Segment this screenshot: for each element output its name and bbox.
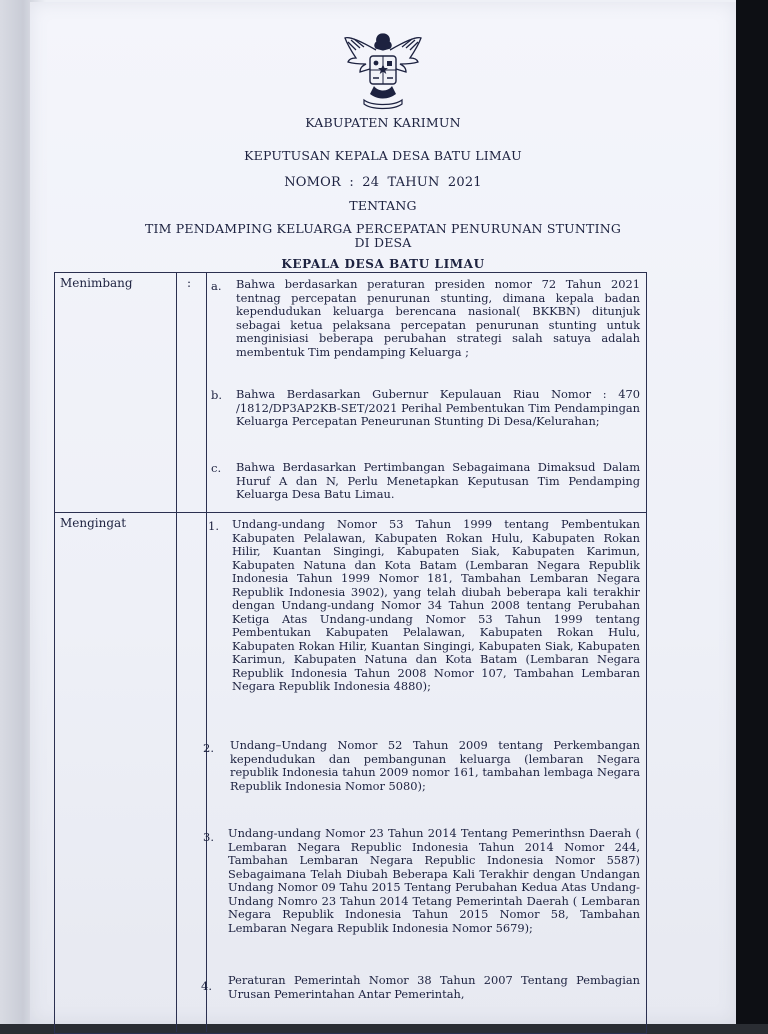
- mengingat-item-1: Undang-undang Nomor 53 Tahun 1999 tentang Pembentukan Kabupaten Pelalawan, Kabupaten Rokan Hulu, Kabupaten Rokan Hilir, Kuantan Singingi, Kabupaten Siak, Kabupaten Karimun, Kabupaten Natuna dan Kota Batam (Lembaran Negara Republik Indonesia Tahun 1999 Nomor 181, Tambahan Lembaran Negara Republik Indonesia 3902), yang telah diubah beberapa kali terakhir dengan Undang-undang Nomor 34 Tahun 2008 tentang Perubahan Ketiga Atas Undang-undang Nomor 53 Tahun 1999 tentang Pembentukan Kabupaten Pelalawan, Kabupaten Rokan Hulu, Kabupaten Rokan Hilir, Kuantan Singingi, Kabupaten Siak, Kabupaten Karimun, Kabupaten Natuna dan Kota Batam (Lembaran Negara Republik Indonesia Tahun 2008 Nomor 107, Tambahan Lembaran Negara Republik Indonesia 4880);: [232, 517, 640, 693]
- mengingat-marker-2: 2.: [203, 741, 214, 755]
- mengingat-item-3: Undang-undang Nomor 23 Tahun 2014 Tentang Pemerinthsn Daerah ( Lembaran Negara Republic Indonesia Tahun 2014 Nomor 244, Tambahan Lembaran Negara Republic Indonesia Nomor 5587) Sebagaimana Telah Diubah Beberapa Kali Terakhir dengan Undangan Undang Nomor 09 Tahu 2015 Tentang Perubahan Kedua Atas Undang- Undang Nomro 23 Tahun 2014 Tetang Pemerintah Daerah ( Lembaran Negara Republik Indonesia Tahun 2015 Nomor 58, Tambahan Lembaran Negara Republik Indonesia Nomor 5679);: [228, 826, 640, 935]
- menimbang-marker-b: b.: [211, 388, 223, 402]
- table-divider-colon: [206, 272, 207, 1032]
- tentang-heading: TENTANG: [349, 198, 417, 213]
- decree-title-line-2: DI DESA: [354, 235, 412, 250]
- mengingat-label: Mengingat: [60, 516, 127, 530]
- menimbang-label: Menimbang: [60, 276, 133, 290]
- menimbang-marker-a: a.: [211, 279, 222, 293]
- mengingat-marker-4: 4.: [201, 979, 212, 993]
- garuda-emblem-icon: [342, 28, 424, 112]
- dark-edge: [736, 0, 768, 1024]
- kepala-desa-heading: KEPALA DESA BATU LIMAU: [281, 257, 485, 271]
- table-divider-label: [176, 272, 177, 1032]
- menimbang-marker-c: c.: [211, 461, 222, 475]
- menimbang-item-b: Bahwa Berdasarkan Gubernur Kepulauan Riau Nomor : 470 /1812/DP3AP2KB-SET/2021 Perihal Pembentukan Tim Pendampingan Keluarga Percepatan Peneurunan Stunting Di Desa/Kelurahan;: [236, 387, 640, 428]
- decree-title-line-1: TIM PENDAMPING KELUARGA PERCEPATAN PENURUNAN STUNTING: [144, 221, 622, 236]
- decree-number: NOMOR : 24 TAHUN 2021: [284, 175, 482, 190]
- mengingat-item-4: Peraturan Pemerintah Nomor 38 Tahun 2007 Tentang Pembagian Urusan Pemerintahan Antar Pemerintah,: [228, 973, 640, 1001]
- table-row-divider: [54, 512, 646, 513]
- menimbang-item-a: Bahwa berdasarkan peraturan presiden nomor 72 Tahun 2021 tentnag percepatan penurunan stunting, dimana kepala badan kependudukan keluarga berencana nasional( BKKBN) ditunjuk sebagai ketua pelaksana percepatan penurunan stunting untuk menginisiasi beberapa perubahan strategi salah satuya adalah membentuk Tim pendamping Keluarga ;: [236, 277, 640, 359]
- menimbang-colon: :: [187, 276, 192, 290]
- kabupaten-title: KABUPATEN KARIMUN: [305, 115, 461, 130]
- menimbang-item-c: Bahwa Berdasarkan Pertimbangan Sebagaimana Dimaksud Dalam Huruf A dan N, Perlu Menetapkan Keputusan Tim Pendamping Keluarga Desa Batu Limau.: [236, 460, 640, 501]
- mengingat-marker-1: 1.: [208, 519, 219, 533]
- keputusan-title: KEPUTUSAN KEPALA DESA BATU LIMAU: [244, 148, 522, 163]
- mengingat-marker-3: 3.: [203, 830, 214, 844]
- document-page: [30, 2, 736, 1024]
- mengingat-item-2: Undang–Undang Nomor 52 Tahun 2009 tentang Perkembangan kependudukan dan pembangunan keluarga (lembaran Negara republik Indonesia tahun 2009 nomor 161, tambahan lembaga Negara Republik Indonesia Nomor 5080);: [230, 738, 640, 793]
